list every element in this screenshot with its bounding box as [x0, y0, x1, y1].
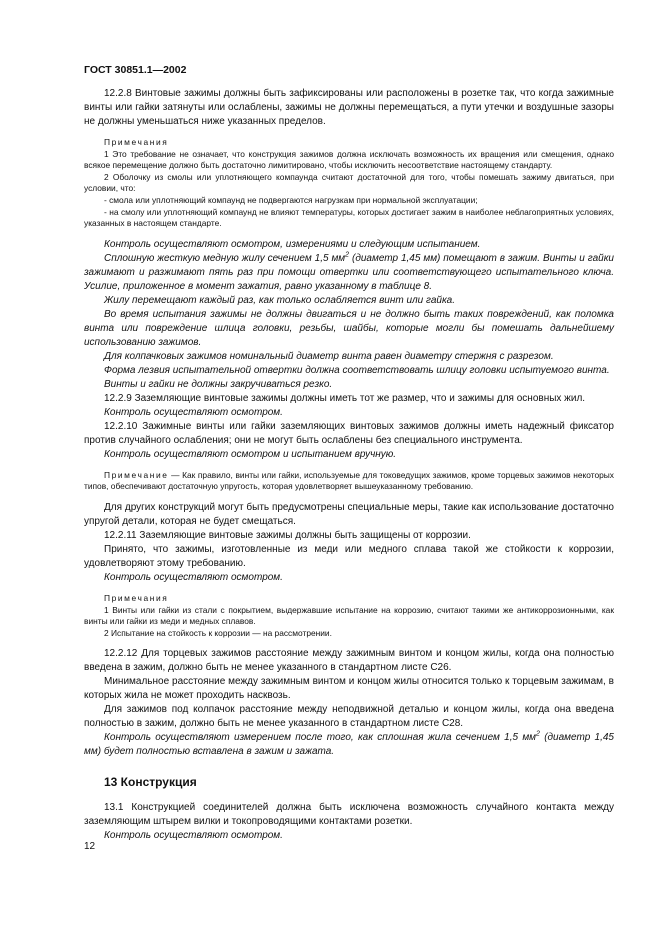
- note-item: 1 Это требование не означает, что конструкция зажимов должна исключать возможность их вращения или смещения, однако всякое перемещение должно быть достаточно лимитировано, чтобы исключить несоответствие настоящему стандарту.: [84, 148, 614, 171]
- control-text: Контроль осуществляют осмотром.: [104, 406, 283, 418]
- note-block: [84, 470, 614, 493]
- note-item: 2 Испытание на стойкость к коррозии — на рассмотрении.: [104, 627, 332, 638]
- control-text: Контроль осуществляют осмотром.: [104, 830, 283, 842]
- note-item: - на смолу или уплотняющий компаунд не влияют температуры, которых достигает зажим в наиболее неблагоприятных условиях, указанных в настоящем стандарте.: [84, 206, 614, 229]
- paragraph-12-2-9: 12.2.9 Заземляющие винтовые зажимы должны иметь тот же размер, что и зажимы для основных жил.: [104, 392, 586, 404]
- notes-title: Примечания: [104, 137, 169, 147]
- notes-title: Примечания: [104, 592, 169, 603]
- note-item: 2 Оболочку из смолы или уплотняющего компаунда считают достаточной для того, чтобы помешать зажиму двигаться, при условии, что:: [84, 171, 614, 194]
- paragraph: Для зажимов под колпачок расстояние между неподвижной деталью и концом жилы, когда она введена полностью в зажим, должно быть не менее указанного в стандартном листе С28.: [84, 704, 614, 730]
- paragraph: Минимальное расстояние между зажимным винтом и концом жилы относится только к торцевым зажимам, в которых жила не может проходить насквозь.: [84, 676, 614, 702]
- page-content: [84, 87, 614, 843]
- paragraph: Во время испытания зажимы не должны двигаться и не должно быть таких повреждений, как поломка винта или повреждение шлица головки, резьбы, шайбы, которые могли бы помешать дальнейшему использованию зажимов.: [84, 308, 614, 348]
- page-number: 12: [84, 841, 96, 852]
- paragraph: Для колпачковых зажимов номинальный диаметр винта равен диаметру стержня с разрезом.: [104, 350, 554, 362]
- section-heading: 13 Конструкция: [104, 775, 197, 790]
- superscript: 2: [536, 730, 540, 738]
- note-item: 1 Винты или гайки из стали с покрытием, выдержавшие испытание на коррозию, считают такими же антикоррозионными, как винты или гайки из меди и медных сплавов.: [84, 604, 614, 627]
- paragraph: Винты и гайки не должны закручиваться резко.: [104, 378, 333, 390]
- paragraph-12-2-12: 12.2.12 Для торцевых зажимов расстояние между зажимным винтом и концом жилы, когда она полностью введена в зажим, должно быть не менее указанного в стандартном листе С26.: [84, 648, 614, 674]
- control-text: Контроль осуществляют осмотром.: [104, 571, 283, 583]
- paragraph: Форма лезвия испытательной отвертки должна соответствовать шлицу головки испытуемого винта.: [104, 364, 610, 376]
- text-run: Контроль осуществляют измерением после того, как сплошная жила сечением 1,5 мм: [104, 732, 537, 744]
- control-text: Контроль осуществляют осмотром и испытанием вручную.: [104, 448, 397, 460]
- paragraph-12-2-8: 12.2.8 Винтовые зажимы должны быть зафиксированы или расположены в розетке так, что когда зажимные винты или гайки затянуты или ослаблены, зажимы не должны перемещаться, а пути утечки и воздушные зазоры не должны уменьшаться ниже указанных пределов.: [84, 88, 614, 127]
- text-run: Сплошную жесткую медную жилу сечением 1,5 мм: [104, 252, 346, 264]
- superscript: 2: [345, 251, 350, 259]
- control-text: Контроль осуществляют осмотром, измерениями и следующим испытанием.: [104, 238, 481, 250]
- paragraph-12-2-11: 12.2.11 Заземляющие винтовые зажимы должны быть защищены от коррозии.: [104, 529, 471, 541]
- paragraph: Принято, что зажимы, изготовленные из меди или медного сплава такой же стойкости к коррозии, удовлетворяют этому требованию.: [84, 543, 614, 569]
- paragraph-12-2-10: 12.2.10 Зажимные винты или гайки заземляющих винтовых зажимов должны иметь надежный фиксатор против случайного ослабления; они не могут быть ослаблены без специального инструмента.: [84, 420, 614, 446]
- text-run: (диаметр 1,45 мм) помещают в зажим. Винты и гайки зажимают и разжимают пять раз при помощи отвертки или соответствующего испытательного ключа. Усилие, приложенное в момент зажатия, равно указанному в таблице 8.: [84, 252, 614, 292]
- document-header: ГОСТ 30851.1—2002: [84, 64, 187, 76]
- control-text: [84, 731, 614, 759]
- note-text: — Как правило, винты или гайки, используемые для токоведущих зажимов, кроме торцевых зажимов некоторых типов, обеспечивают достаточную упругость, которая удовлетворяет вышеуказанному требованию.: [84, 469, 614, 492]
- test-description: [84, 252, 614, 294]
- paragraph: Жилу перемещают каждый раз, как только ослабляется винт или гайка.: [104, 294, 456, 306]
- note-title: Примечание: [104, 469, 169, 480]
- text-run: (диаметр 1,45 мм) будет полностью вставлена в зажим и зажата.: [84, 732, 614, 758]
- paragraph: Для других конструкций могут быть предусмотрены специальные меры, такие как использование достаточно упругой детали, которая не будет смещаться.: [84, 501, 614, 527]
- note-item: - смола или уплотняющий компаунд не подвергаются нагрузкам при нормальной эксплуатации;: [104, 194, 478, 205]
- paragraph-13-1: 13.1 Конструкцией соединителей должна быть исключена возможность случайного контакта между заземляющим штырем вилки и токопроводящими контактами розетки.: [84, 802, 614, 828]
